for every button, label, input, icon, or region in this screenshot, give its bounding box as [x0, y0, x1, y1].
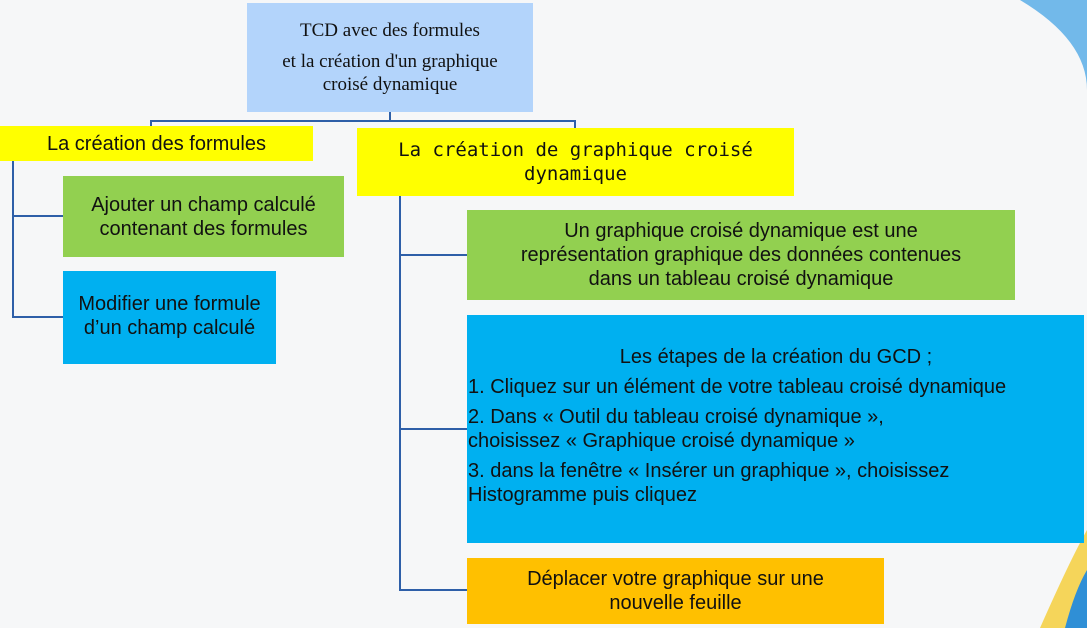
left-item-add-calculated-field — [63, 176, 344, 257]
left-section-title — [0, 126, 313, 161]
move-line-2: nouvelle feuille — [609, 592, 742, 614]
connector-right-drop — [574, 120, 576, 128]
left-item-2-line-2: d’un champ calculé — [83, 317, 256, 339]
root-line-2: et la création d'un graphique — [282, 51, 498, 72]
connector-right-branch-1 — [399, 254, 467, 256]
step-2-line-1: 2. Dans « Outil du tableau croisé dynamique », — [468, 406, 884, 428]
step-3-line-2: Histogramme puis cliquez — [468, 484, 697, 506]
connector-left-branch-2 — [12, 316, 63, 318]
left-item-modify-formula — [63, 271, 276, 364]
right-section-title-line-2: dynamique — [524, 163, 627, 185]
root-line-3: croisé dynamique — [322, 74, 458, 95]
connector-left-vertical — [12, 161, 14, 318]
steps-heading: Les étapes de la création du GCD ; — [619, 346, 933, 368]
step-3-line-1: 3. dans la fenêtre « Insérer un graphique », choisissez — [468, 460, 950, 482]
right-definition-box — [467, 210, 1015, 300]
definition-line-3: dans un tableau croisé dynamique — [588, 268, 894, 290]
right-steps-box — [467, 315, 1084, 543]
connector-right-branch-3 — [399, 589, 467, 591]
right-move-chart-box — [467, 558, 884, 624]
connector-left-branch-1 — [12, 215, 63, 217]
definition-line-2: représentation graphique des données contenues — [520, 244, 962, 266]
right-section-title-line-1: La création de graphique croisé — [398, 139, 753, 161]
move-line-1: Déplacer votre graphique sur une — [527, 568, 824, 590]
left-section-title-text: La création des formules — [46, 132, 266, 155]
left-item-2-line-1: Modifier une formule — [78, 293, 261, 315]
connector-right-branch-2 — [399, 428, 467, 430]
connector-top-bar — [150, 120, 576, 122]
left-item-1-line-1: Ajouter un champ calculé — [91, 193, 316, 216]
step-1: 1. Cliquez sur un élément de votre tableau croisé dynamique — [468, 376, 1007, 398]
right-section-title — [357, 128, 794, 196]
step-2-line-2: choisissez « Graphique croisé dynamique » — [468, 430, 855, 452]
left-item-1-line-2: contenant des formules — [99, 217, 308, 240]
root-node — [247, 3, 533, 112]
root-line-1: TCD avec des formules — [300, 20, 480, 41]
definition-line-1: Un graphique croisé dynamique est une — [564, 220, 918, 242]
